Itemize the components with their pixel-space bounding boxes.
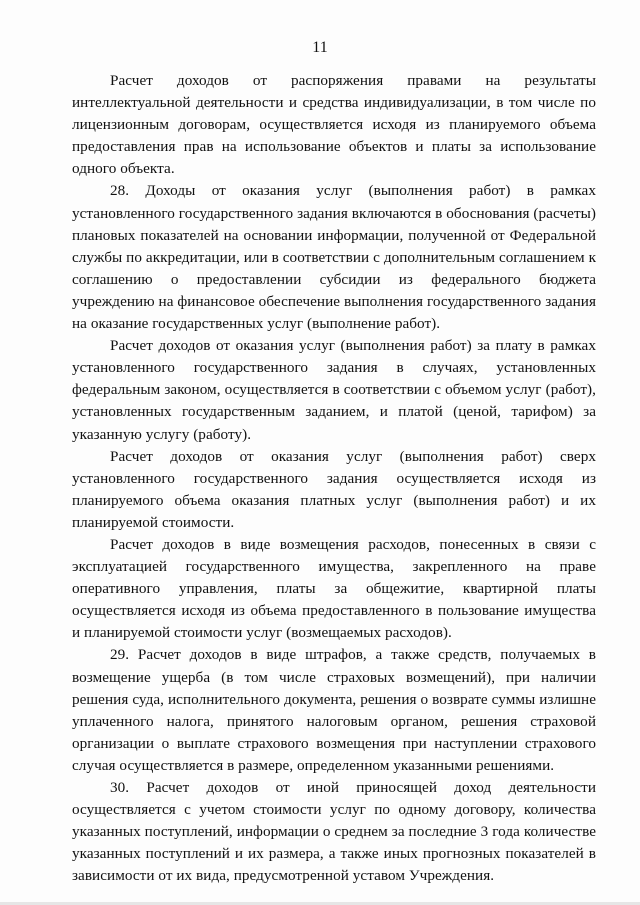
paragraph-expense-reimbursement: Расчет доходов в виде возмещения расходов, понесенных в связи с эксплуатацией государственного имущества, закрепленного на праве оперативного управления, платы за общежитие, квартирной платы осуществляется исходя из объема предоставленного в пользование имущества и планируемой стоимости услуг (возмещаемых расходов). [72, 535, 596, 642]
paragraph-29: 29. Расчет доходов в виде штрафов, а также средств, получаемых в возмещение ущерба (в том числе страховых возмещений), при наличии решения суда, исполнительного документа, решения о возврате суммы излишне уплаченного налога, принятого налоговым органом, решения страховой организации о выплате страхового возмещения при наступлении страхового случая осуществляется в размере, определенном указанными решениями. [72, 646, 596, 774]
paragraph-services-over-task: Расчет доходов от оказания услуг (выполнения работ) сверх установленного государственного задания осуществляется исходя из планируемого объема оказания платных услуг (выполнения работ) и их планируемой стоимости. [72, 447, 596, 531]
paragraph-30: 30. Расчет доходов от иной приносящей доход деятельности осуществляется с учетом стоимости услуг по одному договору, количества указанных поступлений, информации о среднем за последние 3 года количестве указанных поступлений и их размера, а также иных прогнозных показателей в зависимости от их вида, предусмотренной уставом Учреждения. [72, 779, 596, 885]
paragraph-paid-services-in-task: Расчет доходов от оказания услуг (выполнения работ) за плату в рамках установленного государственного задания в случаях, установленных федеральным законом, осуществляется в соответствии с объемом услуг (работ), установленных государственным заданием, и платой (ценой, тарифом) за указанную услугу (работу). [72, 337, 596, 443]
paragraph-ip-income: Расчет доходов от распоряжения правами на результаты интеллектуальной деятельности и средства индивидуализации, в том числе по лицензионным договорам, осуществляется исходя из планируемого объема предоставления прав на использование объектов и платы за использование одного объекта. [72, 72, 596, 178]
document-body [72, 70, 596, 887]
paragraph-28: 28. Доходы от оказания услуг (выполнения работ) в рамках установленного государственного задания включаются в обоснования (расчеты) плановых показателей на основании информации, полученной от Федеральной службы по аккредитации, или в соответствии с дополнительным соглашением к соглашению о предоставлении субсидии из федерального бюджета учреждению на финансовое обеспечение выполнения государственного задания на оказание государственных услуг (выполнение работ). [72, 182, 596, 333]
page-number: 11 [312, 39, 328, 56]
